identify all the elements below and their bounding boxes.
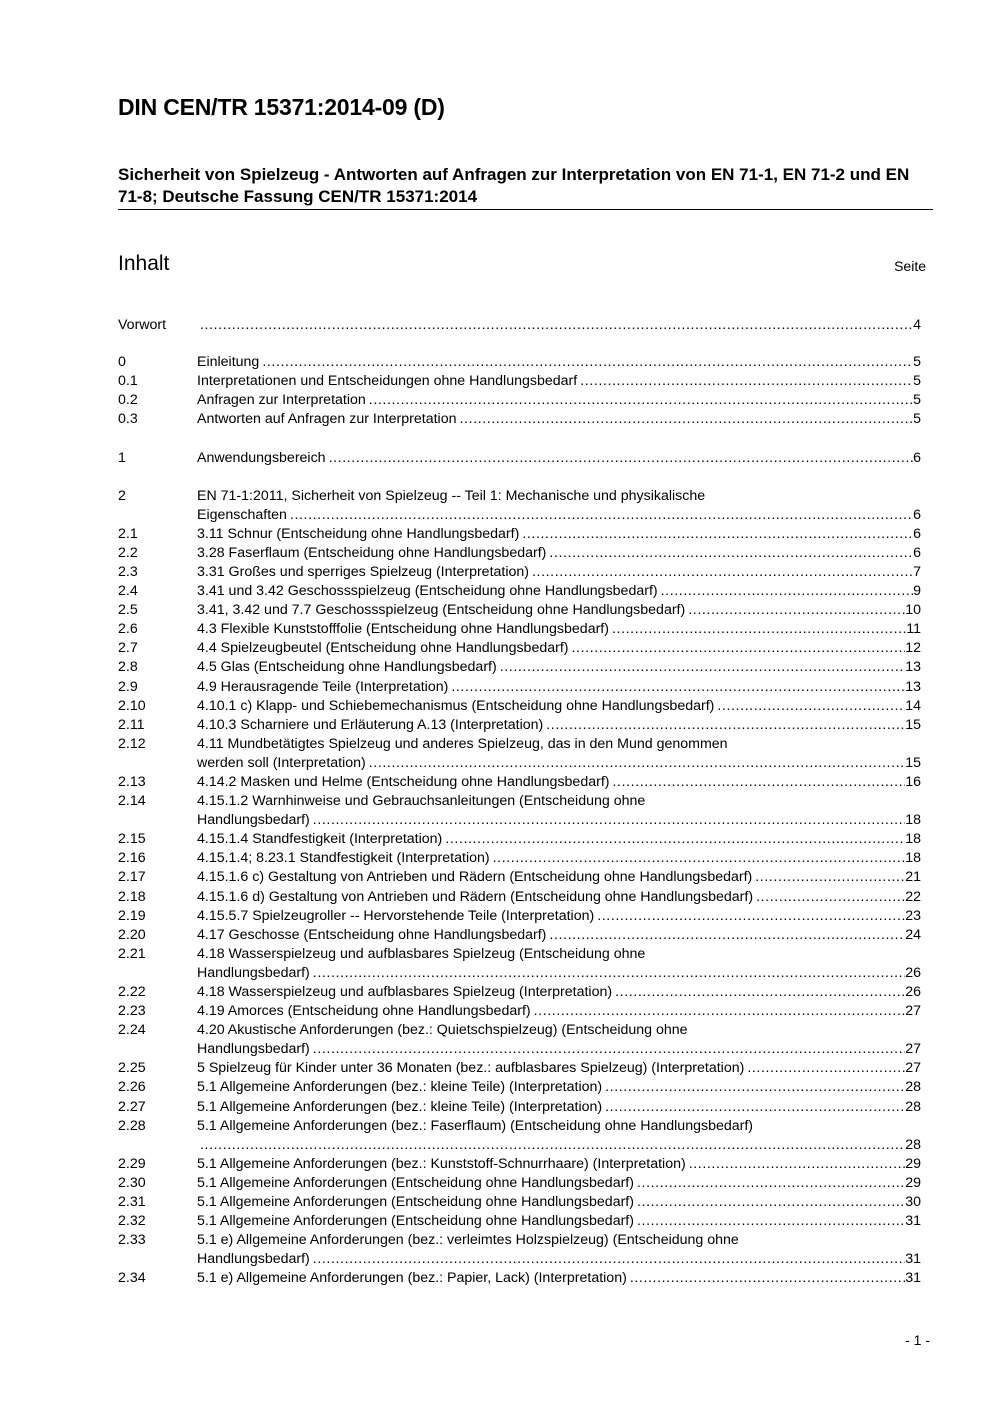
toc-entry-page: 13 [905,659,921,676]
toc-entry[interactable] [118,907,921,926]
toc-entry[interactable] [118,525,921,544]
toc-entry[interactable] [118,1098,921,1117]
toc-entry-title: 4.4 Spielzeugbeutel (Entscheidung ohne Handlungsbedarf) [197,640,569,657]
toc-entry-page: 13 [905,678,921,695]
toc-entry[interactable] [118,830,921,849]
toc-entry-title: 3.28 Faserflaum (Entscheidung ohne Handlungsbedarf) [197,544,547,561]
toc-entry-title: 4.18 Wasserspielzeug und aufblasbares Spielzeug (Interpretation) [197,984,613,1000]
toc-entry[interactable] [118,1021,921,1059]
toc-entry-page: 31 [905,1270,921,1287]
toc-entry-number: 2.28 [118,1117,146,1134]
toc-entry-title: 4.10.3 Scharniere und Erläuterung A.13 (Interpretation) [197,716,544,733]
toc-entry-number: 2.26 [118,1079,146,1096]
toc-entry-title: 4.15.1.6 c) Gestaltung von Antrieben und Rädern (Entscheidung ohne Handlungsbedarf) [197,869,753,886]
toc-entry-number: 0.2 [118,392,138,409]
dot-leader [661,582,913,601]
toc-entry[interactable] [118,601,921,620]
toc-entry-number: 2.18 [118,888,146,905]
toc-entry-page: 16 [905,773,921,790]
dot-leader [597,907,905,926]
toc-entry-number: 2.4 [118,583,138,600]
title-divider [118,209,933,210]
toc-entry-title: 3.11 Schnur (Entscheidung ohne Handlungsbedarf) [197,525,520,542]
toc-entry-number: 2.27 [118,1098,146,1115]
toc-entry-title: 4.15.1.2 Warnhinweise und Gebrauchsanleitungen (Entscheidung ohne [197,793,646,810]
toc-entry-number: 2.30 [118,1174,146,1191]
toc-entry-title: 4.11 Mundbetätigtes Spielzeug und anderes Spielzeug, das in den Mund genommen [197,735,728,752]
dot-leader [580,372,913,391]
dot-leader [612,620,906,639]
toc-entry[interactable] [118,1002,921,1021]
toc-entry-page: 12 [905,640,921,657]
toc-entry-page: 31 [905,1251,921,1268]
toc-entry-title: Handlungsbedarf) [197,1251,310,1268]
toc-entry-page: 18 [905,850,921,867]
toc-entry-page: 4 [913,317,921,333]
toc-entry-number: 2 [118,487,126,504]
toc-entry-number: 2.1 [118,525,138,542]
toc-entry-page: 28 [905,1098,921,1115]
toc-entry-title: 4.19 Amorces (Entscheidung ohne Handlungsbedarf) [197,1003,531,1020]
toc-entry-page: 5 [913,392,921,409]
toc-entry-page: 31 [905,1213,921,1230]
dot-leader [445,830,905,849]
toc-entry-number: 2.11 [118,716,145,733]
toc-entry-page: 5 [913,354,921,371]
toc-entry-page: 5 [913,411,921,428]
toc-entry-title: Anwendungsbereich [197,450,326,467]
toc-entry-title: Anfragen zur Interpretation [197,392,366,409]
toc-entry-title: 4.18 Wasserspielzeug und aufblasbares Spielzeug (Entscheidung ohne [197,945,646,962]
toc-entry-title: 3.41 und 3.42 Geschossspielzeug (Entscheidung ohne Handlungsbedarf) [197,583,658,600]
toc-entry-title: 4.3 Flexible Kunststofffolie (Entscheidung ohne Handlungsbedarf) [197,621,609,638]
toc-entry[interactable] [118,449,921,468]
toc-entry-page: 27 [905,1060,921,1077]
toc-entry-number: 2.33 [118,1232,146,1249]
toc-entry-page: 22 [905,888,921,905]
toc-entry-title: 5.1 Allgemeine Anforderungen (Entscheidung ohne Handlungsbedarf) [197,1194,634,1211]
dot-leader [605,1078,905,1097]
dot-leader [313,811,905,830]
toc-entry[interactable] [118,620,921,639]
toc-entry-number: 2.25 [118,1060,146,1077]
toc-entry-page: 21 [905,869,921,886]
toc-entry[interactable] [118,410,921,429]
toc-entry-number: 2.16 [118,850,146,867]
dot-leader [534,1002,906,1021]
toc-entry[interactable] [118,773,921,792]
toc-heading: Inhalt [118,252,170,275]
toc-entry[interactable] [118,1155,921,1174]
toc-entry-title: Handlungsbedarf) [197,812,310,829]
toc-entry-page: 27 [905,1041,921,1058]
toc-entry-title: 5.1 Allgemeine Anforderungen (bez.: kleine Teile) (Interpretation) [197,1098,603,1115]
toc-entry-title: 3.41, 3.42 und 7.7 Geschossspielzeug (Entscheidung ohne Handlungsbedarf) [197,602,686,619]
table-of-contents [118,316,921,1289]
toc-entry-page: 26 [905,964,921,981]
dot-leader [313,1040,905,1059]
toc-entry-title: 5.1 Allgemeine Anforderungen (bez.: Faserflaum) (Entscheidung ohne Handlungsbedarf) [197,1117,754,1134]
toc-entry[interactable] [118,1269,921,1288]
toc-entry-title: 5.1 Allgemeine Anforderungen (bez.: kleine Teile) (Interpretation) [197,1079,603,1096]
toc-entry[interactable] [118,316,921,335]
document-subtitle: Sicherheit von Spielzeug - Antworten auf Anfragen zur Interpretation von EN 71-1, EN 71-2 und EN 71-8; Deutsche Fassung CEN/TR 15371:2014 [118,165,910,206]
toc-entry-page: 10 [905,602,921,619]
toc-entry-page: 29 [905,1174,921,1191]
toc-entry-number: 2.14 [118,793,146,810]
toc-entry-title: 4.17 Geschosse (Entscheidung ohne Handlungsbedarf) [197,926,547,943]
toc-entry-number: 2.5 [118,602,138,619]
dot-leader [459,410,913,429]
toc-entry-number: 2.19 [118,907,146,924]
dot-leader [755,868,905,887]
toc-entry-title: 5 Spielzeug für Kinder unter 36 Monaten (bez.: aufblasbares Spielzeug) (Interpretation) [197,1060,745,1077]
toc-entry[interactable] [118,868,921,887]
toc-entry-number: 2.31 [118,1194,146,1211]
toc-entry-page: 28 [905,1136,921,1153]
toc-entry-title: Antworten auf Anfragen zur Interpretation [197,411,457,428]
toc-entry[interactable] [118,639,921,658]
toc-entry-number: 2.2 [118,544,138,561]
toc-entry-page: 14 [905,697,921,714]
toc-entry-page: 7 [913,563,921,580]
dot-leader [200,316,913,335]
toc-entry-page: 9 [913,583,921,600]
toc-entry-page: 6 [913,506,921,523]
toc-entry[interactable] [118,945,921,983]
toc-entry-page: 11 [906,621,921,638]
toc-entry[interactable] [118,888,921,907]
dot-leader [313,1250,905,1269]
toc-entry[interactable] [118,792,921,830]
toc-entry-number: 2.17 [118,869,146,886]
toc-entry-number: 2.20 [118,926,146,943]
toc-entry[interactable] [118,391,921,410]
toc-entry-title: 4.10.1 c) Klapp- und Schiebemechanismus (Entscheidung ohne Handlungsbedarf) [197,697,715,714]
toc-entry[interactable] [118,582,921,601]
dot-leader [451,678,905,697]
toc-entry-number: 2.8 [118,659,138,676]
toc-entry-page: 26 [905,984,921,1000]
toc-entry[interactable] [118,1059,921,1078]
toc-entry-title: Interpretationen und Entscheidungen ohne Handlungsbedarf [197,373,578,390]
toc-entry-number: 2.29 [118,1155,146,1172]
footer-page-number: - 1 - [905,1332,930,1348]
toc-entry-title: 4.15.5.7 Spielzeugroller -- Hervorstehende Teile (Interpretation) [197,907,595,924]
dot-leader [549,544,913,563]
dot-leader [200,1136,905,1155]
toc-entry-title: 4.15.1.6 d) Gestaltung von Antrieben und Rädern (Entscheidung ohne Handlungsbedarf) [197,888,754,905]
toc-entry-title: Handlungsbedarf) [197,1041,310,1058]
toc-entry-title: Einleitung [197,354,260,371]
toc-entry-page: 15 [905,716,921,733]
toc-entry[interactable] [118,678,921,697]
dot-leader [493,849,906,868]
toc-entry[interactable] [118,716,921,735]
toc-entry-number: 2.10 [118,697,146,714]
toc-entry-number: 2.12 [118,735,146,752]
toc-entry-number: 0.3 [118,411,138,428]
dot-leader [630,1269,905,1288]
toc-entry[interactable] [118,1231,921,1269]
toc-entry-title: 5.1 e) Allgemeine Anforderungen (bez.: Papier, Lack) (Interpretation) [197,1270,627,1287]
toc-entry-page: 29 [905,1155,921,1172]
toc-entry-title: 4.15.1.4 Standfestigkeit (Interpretation) [197,831,443,848]
dot-leader [522,525,913,544]
toc-entry-page: 6 [913,544,921,561]
toc-entry-page: 18 [905,831,921,848]
toc-entry[interactable] [118,1117,921,1155]
dot-leader [313,964,905,983]
toc-entry-number: 2.9 [118,678,138,695]
toc-entry-number: 2.32 [118,1213,146,1230]
toc-entry-page: 15 [905,754,921,771]
dot-leader [549,926,905,945]
dot-leader [688,601,905,620]
toc-entry[interactable] [118,926,921,945]
page-column-label: Seite [894,258,926,274]
toc-entry-number: 2.7 [118,640,138,657]
dot-leader [369,754,905,773]
dot-leader [572,639,906,658]
toc-entry-page: 24 [905,926,921,943]
dot-leader [369,391,913,410]
toc-entry-title: 4.5 Glas (Entscheidung ohne Handlungsbedarf) [197,659,497,676]
toc-entry-title: 4.9 Herausragende Teile (Interpretation) [197,678,449,695]
dot-leader [546,716,905,735]
toc-entry[interactable] [118,372,921,391]
toc-entry[interactable] [118,487,921,525]
toc-entry-number: Vorwort [118,317,167,333]
toc-entry[interactable] [118,849,921,868]
toc-entry-number: 2.34 [118,1270,146,1287]
toc-entry-number: 0.1 [118,373,138,390]
toc-entry[interactable] [118,1212,921,1231]
toc-entry-number: 2.13 [118,773,146,790]
dot-leader [689,1155,906,1174]
toc-entry-number: 1 [118,450,126,467]
toc-entry-number: 2.15 [118,831,146,848]
toc-entry-number: 2.23 [118,1003,146,1020]
dot-leader [500,658,906,677]
toc-entry-title: 5.1 e) Allgemeine Anforderungen (bez.: verleimtes Holzspielzeug) (Entscheidung ohne [197,1232,739,1249]
toc-entry-number: 2.21 [118,945,146,962]
toc-entry[interactable] [118,353,921,372]
toc-entry-number: 2.3 [118,563,138,580]
dot-leader [615,983,905,1002]
dot-leader [637,1174,905,1193]
dot-leader [637,1212,905,1231]
toc-entry-page: 23 [905,907,921,924]
dot-leader [262,353,913,372]
toc-entry-title: 4.20 Akustische Anforderungen (bez.: Quietschspielzeug) (Entscheidung ohne [197,1022,688,1039]
toc-entry-title: 5.1 Allgemeine Anforderungen (Entscheidung ohne Handlungsbedarf) [197,1213,634,1230]
dot-leader [329,449,914,468]
dot-leader [613,773,906,792]
dot-leader [637,1193,905,1212]
toc-entry-title: 5.1 Allgemeine Anforderungen (Entscheidung ohne Handlungsbedarf) [197,1174,634,1191]
toc-entry-title: Handlungsbedarf) [197,964,310,981]
toc-entry[interactable] [118,1193,921,1212]
toc-entry-title: 5.1 Allgemeine Anforderungen (bez.: Kunststoff-Schnurrhaare) (Interpretation) [197,1155,686,1172]
toc-entry-title: werden soll (Interpretation) [197,754,366,771]
dot-leader [532,563,913,582]
toc-entry-number: 2.24 [118,1022,146,1039]
toc-entry-page: 5 [913,373,921,390]
toc-entry[interactable] [118,1174,921,1193]
toc-entry-number: 2.6 [118,621,138,638]
toc-entry-number: 0 [118,354,126,371]
toc-entry[interactable] [118,983,921,1002]
toc-entry-page: 6 [913,525,921,542]
toc-entry-title: EN 71-1:2011, Sicherheit von Spielzeug -- Teil 1: Mechanische und physikalische [197,487,706,504]
toc-entry-title: 4.14.2 Masken und Helme (Entscheidung ohne Handlungsbedarf) [197,773,610,790]
toc-entry-page: 28 [905,1079,921,1096]
dot-leader [290,506,913,525]
dot-leader [605,1098,905,1117]
toc-entry-title: 3.31 Großes und sperriges Spielzeug (Interpretation) [197,563,530,580]
toc-entry-title: 4.15.1.4; 8.23.1 Standfestigkeit (Interpretation) [197,850,490,867]
toc-entry[interactable] [118,544,921,563]
dot-leader [756,888,905,907]
dot-leader [717,697,905,716]
toc-entry-number: 2.22 [118,984,146,1000]
toc-entry-title: Eigenschaften [197,506,287,523]
document-title: DIN CEN/TR 15371:2014-09 (D) [118,94,445,120]
toc-entry[interactable] [118,697,921,716]
toc-entry-page: 30 [905,1194,921,1211]
dot-leader [747,1059,905,1078]
toc-entry-page: 27 [905,1003,921,1020]
toc-entry[interactable] [118,658,921,677]
toc-entry[interactable] [118,563,921,582]
toc-entry[interactable] [118,735,921,773]
toc-entry[interactable] [118,1078,921,1097]
toc-entry-page: 6 [913,450,921,467]
toc-entry-page: 18 [905,812,921,829]
